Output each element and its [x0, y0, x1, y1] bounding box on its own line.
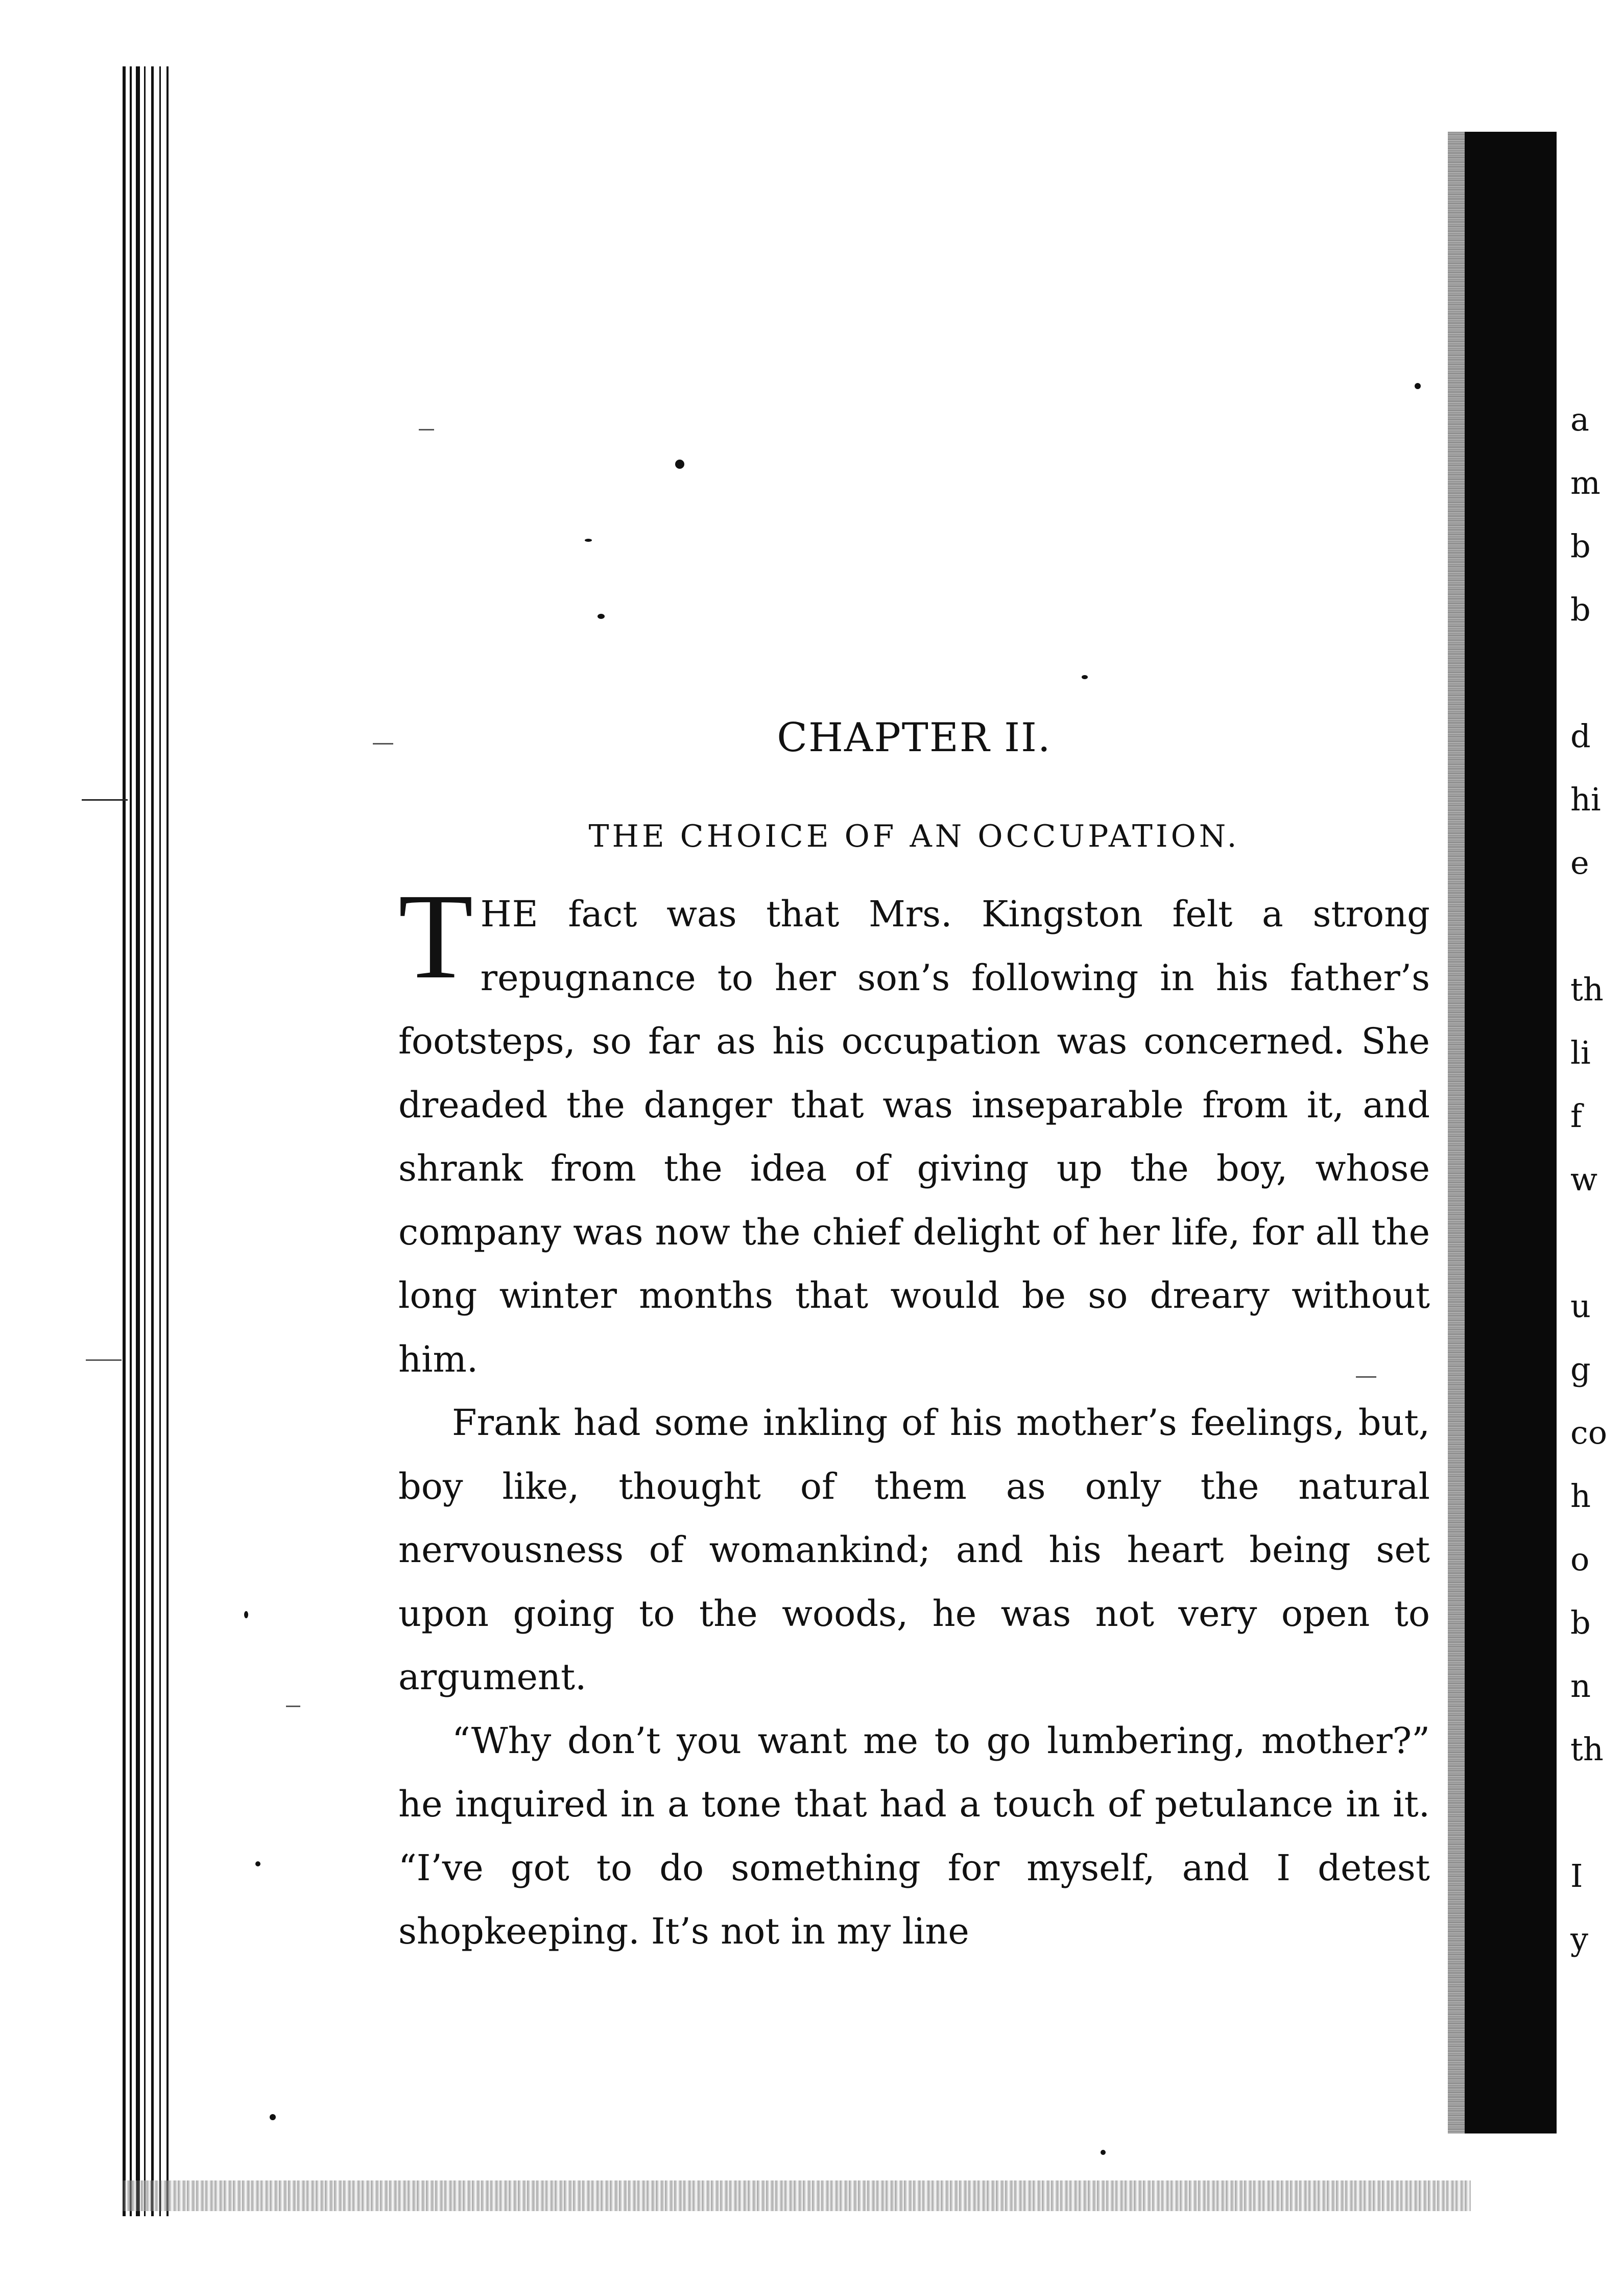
scan-mark	[419, 429, 434, 430]
facing-fragment	[1570, 1211, 1624, 1275]
facing-fragment: th	[1570, 971, 1604, 1008]
facing-fragment: m	[1570, 464, 1601, 501]
facing-fragment: th	[1570, 1731, 1604, 1768]
paragraph-3: “Why don’t you want me to go lumbering, mother?” he inquired in a tone that had a touch of petulance in it. “I’ve got to do something for myself, and I detest shopkeeping. It’s not in my line	[398, 1719, 1430, 1952]
facing-fragment: I	[1570, 1857, 1583, 1895]
paragraph-2: Frank had some inkling of his mother’s feelings, but, boy like, thought of them as only the natural nervousness of womankind; and his heart being set upon going to the woods, he was not very open to argument.	[398, 1402, 1430, 1698]
scan-speck	[585, 539, 592, 542]
facing-fragment: a	[1570, 401, 1589, 438]
paragraph-1	[398, 868, 1430, 1391]
facing-fragment: b	[1570, 527, 1591, 565]
facing-fragment: hi	[1570, 781, 1601, 818]
facing-fragment	[1570, 895, 1624, 958]
facing-fragment: w	[1570, 1161, 1598, 1198]
facing-fragment: co	[1570, 1414, 1608, 1451]
facing-fragment: h	[1570, 1477, 1591, 1515]
scan-speck	[1082, 675, 1088, 679]
facing-fragment: y	[1570, 1921, 1589, 1958]
facing-page-edge	[1465, 132, 1557, 2133]
facing-fragment: g	[1570, 1351, 1591, 1388]
facing-fragment	[1570, 641, 1624, 705]
facing-page-fragments	[1570, 388, 1624, 1971]
scan-speck	[1415, 383, 1421, 389]
first-word: HE	[480, 893, 539, 935]
facing-fragment: e	[1570, 844, 1589, 881]
scan-mark	[86, 1359, 122, 1361]
facing-fragment: d	[1570, 717, 1591, 755]
paragraph-1-text: fact was that Mrs. Kingston felt a strong repugnance to her son’s following in his father’s footsteps, so far as his occupation was concerned. She dreaded the danger that was inseparable from it, and shrank from the idea of giving up the boy, whose company was now the chief delight of her life, for all the long winter months that would be so dreary without him.	[398, 893, 1430, 1380]
scan-speck	[675, 460, 684, 469]
scan-speck	[244, 1611, 248, 1618]
scan-speck	[255, 1861, 260, 1866]
chapter-number: CHAPTER II.	[777, 715, 1052, 761]
scan-speck	[598, 614, 605, 619]
scan-mark	[286, 1706, 300, 1707]
facing-fragment	[1570, 1781, 1624, 1844]
facing-fragment: b	[1570, 1604, 1591, 1641]
scan-speck	[270, 2114, 276, 2120]
facing-fragment: li	[1570, 1034, 1591, 1071]
scan-mark	[82, 799, 128, 801]
page-text-block	[398, 710, 1430, 1963]
chapter-body	[398, 868, 1430, 1963]
facing-fragment: n	[1570, 1667, 1591, 1705]
facing-fragment: f	[1570, 1097, 1582, 1135]
page-bottom-edge	[123, 2180, 1471, 2211]
facing-fragment: u	[1570, 1287, 1591, 1325]
facing-fragment: b	[1570, 591, 1591, 628]
scan-mark	[373, 743, 393, 745]
facing-fragment: o	[1570, 1541, 1590, 1578]
scan-speck	[1101, 2150, 1106, 2155]
drop-cap-letter: T	[398, 868, 473, 1004]
chapter-title: THE CHOICE OF AN OCCUPATION.	[588, 819, 1240, 854]
binding-rules	[123, 66, 171, 2216]
